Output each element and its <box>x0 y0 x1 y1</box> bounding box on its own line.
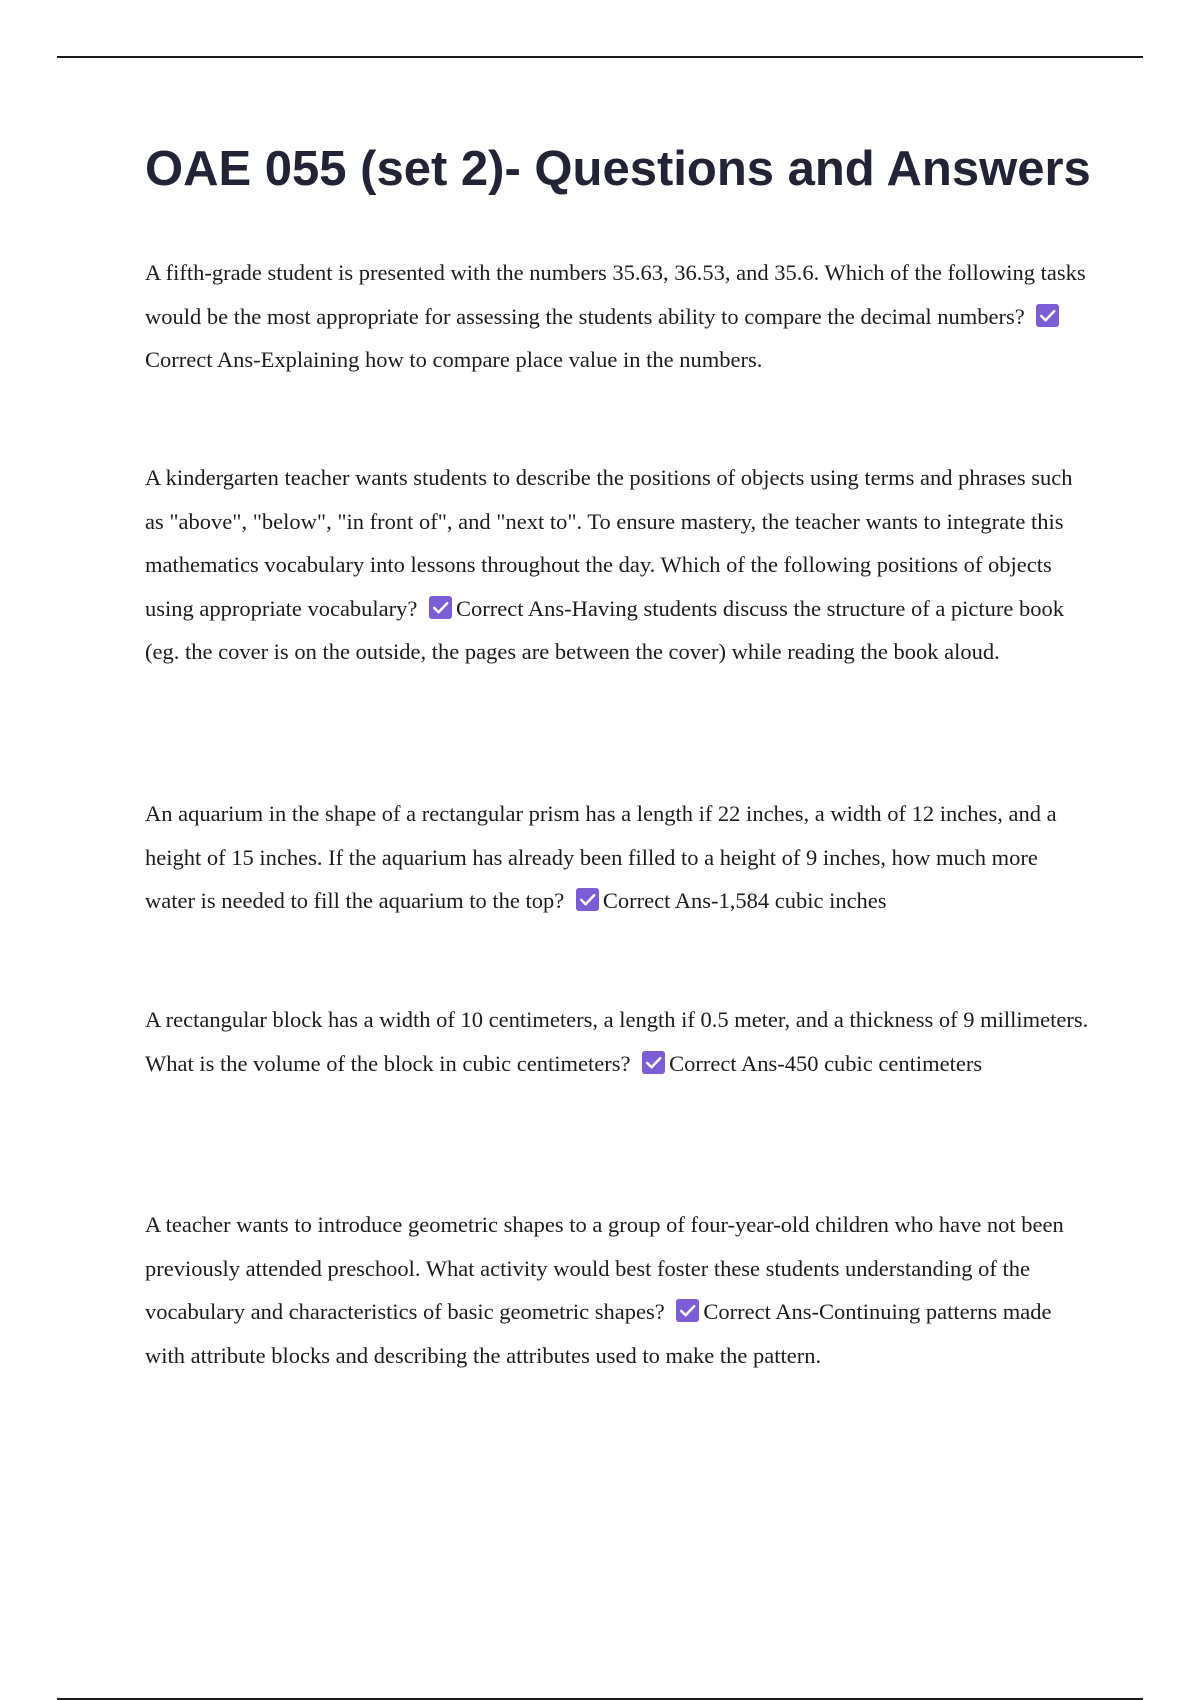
top-divider <box>57 56 1143 58</box>
qa-item <box>145 792 1090 923</box>
question-text: A kindergarten teacher wants students to describe the positions of objects using terms and phrases such as "above", "below", "in front of", and "next to". To ensure mastery, the teacher wants to integrate this mathematics vocabulary into lessons throughout the day. Which of the following positions of objects using appropriate vocabulary? <box>145 465 1073 621</box>
qa-item <box>145 456 1090 674</box>
answer-text: Correct Ans-450 cubic centimeters <box>669 1050 983 1076</box>
question-text: An aquarium in the shape of a rectangular prism has a length if 22 inches, a width of 12 inches, and a height of 15 inches. If the aquarium has already been filled to a height of 9 inches, how much more water is needed to fill the aquarium to the top? <box>145 801 1057 913</box>
question-text: A rectangular block has a width of 10 centimeters, a length if 0.5 meter, and a thickness of 9 millimeters. What is the volume of the block in cubic centimeters? <box>145 1007 1089 1076</box>
page-title: OAE 055 (set 2)- Questions and Answers <box>145 142 1091 196</box>
checkmark-icon <box>642 1051 665 1074</box>
checkmark-icon <box>429 596 452 619</box>
question-text: A teacher wants to introduce geometric shapes to a group of four-year-old children who have not been previously attended preschool. What activity would best foster these students understanding of the vocabulary and characteristics of basic geometric shapes? <box>145 1212 1064 1324</box>
qa-item <box>145 251 1090 382</box>
answer-text: Correct Ans-Continuing patterns made with attribute blocks and describing the attributes used to make the pattern. <box>145 1299 1052 1368</box>
question-text: A fifth-grade student is presented with the numbers 35.63, 36.53, and 35.6. Which of the following tasks would be the most appropriate for assessing the students ability to compare the decimal numbers? <box>145 260 1086 329</box>
answer-text: Correct Ans-Having students discuss the structure of a picture book (eg. the cover is on the outside, the pages are between the cover) while reading the book aloud. <box>145 595 1065 664</box>
answer-text: Correct Ans-Explaining how to compare place value in the numbers. <box>145 347 763 372</box>
answer-text: Correct Ans-1,584 cubic inches <box>602 888 887 913</box>
checkmark-icon <box>576 888 599 911</box>
checkmark-icon <box>676 1299 699 1322</box>
qa-item <box>145 998 1090 1085</box>
checkmark-icon <box>1036 304 1059 327</box>
qa-item <box>145 1203 1090 1377</box>
